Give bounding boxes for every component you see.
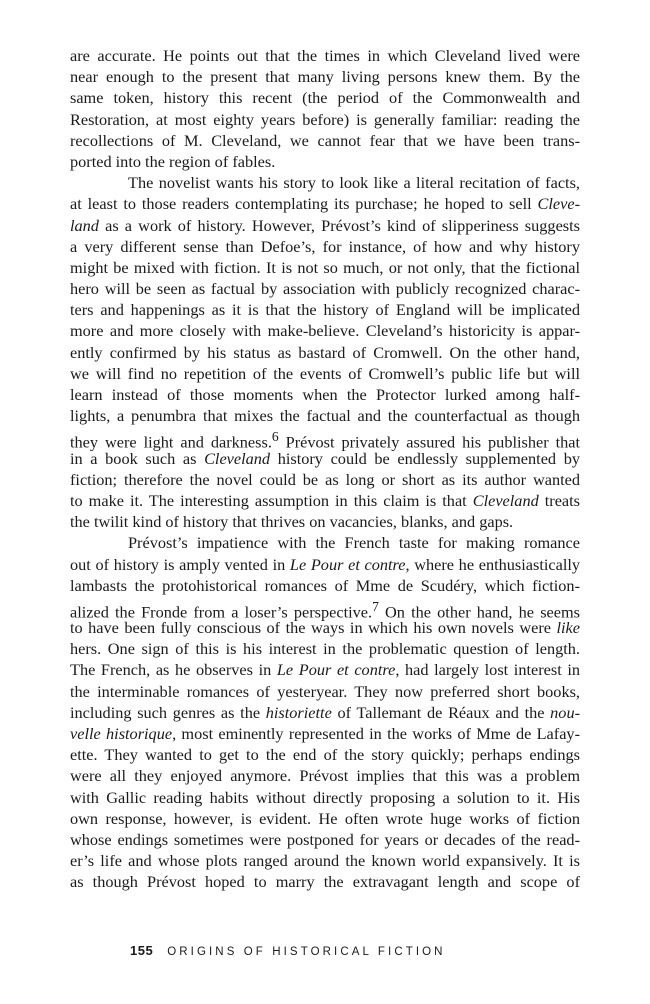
text-line: as though Prévost hoped to marry the extravagant length and scope of	[70, 872, 580, 892]
page-number: 155	[130, 943, 154, 958]
text-line: to have been fully conscious of the ways in which his own novels were like	[70, 618, 580, 638]
text-line: were all they enjoyed anymore. Prévost implies that this was a problem	[70, 766, 580, 786]
text-line: they were light and darkness.$^6$ Prévost privately assured his publisher that	[70, 429, 581, 452]
body-text	[70, 45, 580, 893]
text-line: alized the Fronde from a loser’s perspective.$^7$ On the other hand, he seems	[70, 598, 580, 622]
text-line: we will find no repetition of the events of Cromwell’s public life but will	[70, 363, 580, 383]
text-line: the interminable romances of yesteryear. They now preferred short books,	[70, 681, 580, 701]
text-line: might be mixed with fiction. It is not so much, or not only, that the fictional	[70, 257, 580, 277]
text-line: whose endings sometimes were postponed for years or decades of the read-	[70, 829, 580, 849]
text-line: hero will be seen as factual by association with publicly recognized charac-	[70, 279, 580, 299]
running-head: ORIGINS OF HISTORICAL FICTION	[167, 946, 446, 958]
text-line: with Gallic reading habits without directly proposing a solution to it. His	[70, 787, 580, 807]
text-line: including such genres as the historiette of Tallemant de Réaux and the nou-	[70, 702, 580, 722]
text-line: recollections of M. Cleveland, we cannot fear that we have been trans-	[70, 130, 580, 150]
text-line: are accurate. He points out that the times in which Cleveland lived were	[70, 46, 580, 65]
text-line: out of history is amply vented in Le Pour et contre, where he enthusiastically	[70, 554, 581, 574]
text-line: more and more closely with make-believe. Cleveland’s historicity is appar-	[70, 321, 580, 341]
text-line: Prévost’s impatience with the French taste for making romance	[128, 533, 580, 553]
text-line: near enough to the present that many living persons knew them. By the	[70, 67, 580, 87]
page-footer	[130, 942, 446, 960]
text-line: ette. They wanted to get to the end of the story quickly; perhaps endings	[70, 745, 580, 765]
text-line: land as a work of history. However, Prévost’s kind of slipperiness suggests	[70, 215, 580, 235]
text-line: in a book such as Cleveland history could be endlessly supplemented by	[70, 448, 580, 468]
text-line: the twilit kind of history that thrives on vacancies, blanks, and gaps.	[70, 512, 514, 532]
text-line: same token, history this recent (the period of the Commonwealth and	[70, 88, 580, 108]
text-line: ported into the region of fables.	[70, 151, 276, 171]
text-line: fiction; therefore the novel could be as long or short as its author wanted	[70, 469, 580, 489]
text-line: er’s life and whose plots ranged around the known world expansively. It is	[70, 851, 580, 871]
text-line: lights, a penumbra that mixes the factual and the counterfactual as though	[70, 406, 580, 426]
text-line: velle historique, most eminently represented in the works of Mme de Lafay-	[70, 724, 580, 743]
text-line: ently confirmed by his status as bastard of Cromwell. On the other hand,	[70, 342, 580, 362]
text-line: at least to those readers contemplating its purchase; he hoped to sell Cleve-	[70, 194, 580, 214]
text-line: ters and happenings as it is that the history of England will be implicated	[70, 300, 580, 320]
text-line: own response, however, is evident. He often wrote huge works of fiction	[70, 808, 580, 828]
text-line: lambasts the protohistorical romances of Mme de Scudéry, which fiction-	[70, 575, 580, 595]
text-line: The French, as he observes in Le Pour et contre, had largely lost interest in	[70, 660, 580, 680]
text-line: hers. One sign of this is his interest in the problematic question of length.	[70, 639, 580, 659]
text-line: learn instead of those moments when the Protector lurked among half-	[70, 385, 580, 404]
text-line: a very different sense than Defoe’s, for instance, of how and why history	[70, 236, 580, 256]
text-line: The novelist wants his story to look like a literal recitation of facts,	[128, 173, 580, 193]
text-line: to make it. The interesting assumption in this claim is that Cleveland treats	[70, 490, 581, 510]
text-line: Restoration, at most eighty years before) is generally familiar: reading the	[70, 109, 580, 129]
